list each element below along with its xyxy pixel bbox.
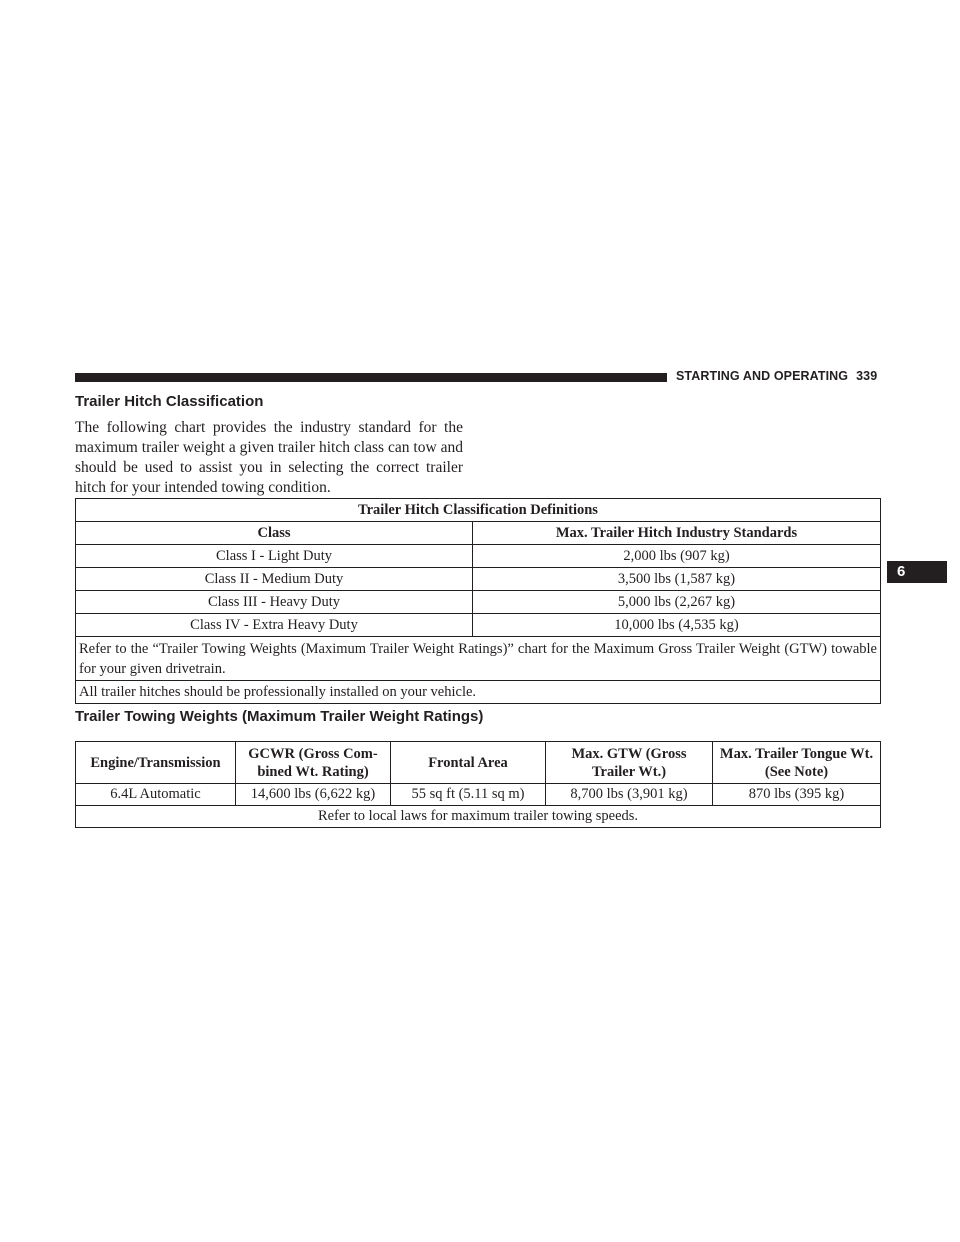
header-rule — [75, 373, 667, 382]
table-row — [76, 591, 881, 614]
table-cell: 2,000 lbs (907 kg) — [473, 545, 881, 568]
table-cell: 14,600 lbs (6,622 kg) — [236, 784, 391, 806]
table-cell: Class IV - Extra Heavy Duty — [76, 614, 473, 637]
table-cell: 8,700 lbs (3,901 kg) — [546, 784, 713, 806]
section-heading-hitch-classification: Trailer Hitch Classification — [75, 393, 264, 410]
page-number: 339 — [856, 369, 878, 383]
column-header-tongue-weight: Max. Trailer Tongue Wt. (See Note) — [713, 742, 881, 784]
chapter-tab[interactable]: 6 — [887, 561, 947, 583]
towing-weights-table — [75, 741, 881, 828]
table-note-speed: Refer to local laws for maximum trailer towing speeds. — [76, 806, 881, 828]
table-cell: Class II - Medium Duty — [76, 568, 473, 591]
column-header-class: Class — [76, 522, 473, 545]
column-header-engine: Engine/Transmission — [76, 742, 236, 784]
section-title: STARTING AND OPERATING — [676, 369, 849, 383]
hitch-table-title: Trailer Hitch Classification Definitions — [76, 499, 881, 522]
table-note-installation: All trailer hitches should be professionally installed on your vehicle. — [76, 681, 881, 704]
hitch-classification-table — [75, 498, 881, 704]
column-header-max-gtw: Max. GTW (Gross Trailer Wt.) — [546, 742, 713, 784]
column-header-gcwr: GCWR (Gross Com- bined Wt. Rating) — [236, 742, 391, 784]
table-cell: 5,000 lbs (2,267 kg) — [473, 591, 881, 614]
table-cell: Class III - Heavy Duty — [76, 591, 473, 614]
column-header-max-standards: Max. Trailer Hitch Industry Standards — [473, 522, 881, 545]
table-row — [76, 614, 881, 637]
table-cell: 55 sq ft (5.11 sq m) — [391, 784, 546, 806]
table-cell: Class I - Light Duty — [76, 545, 473, 568]
section-heading-towing-weights: Trailer Towing Weights (Maximum Trailer Weight Ratings) — [75, 708, 484, 725]
table-row — [76, 568, 881, 591]
table-cell: 6.4L Automatic — [76, 784, 236, 806]
intro-paragraph: The following chart provides the industry standard for the maximum trailer weight a given trailer hitch class can tow and should be used to assist you in selecting the correct trailer hitch for your intended towing condition. — [75, 419, 463, 496]
table-cell: 10,000 lbs (4,535 kg) — [473, 614, 881, 637]
table-row — [76, 784, 881, 806]
table-note-gtw-reference: Refer to the “Trailer Towing Weights (Maximum Trailer Weight Ratings)” chart for the Maximum Gross Trailer Weight (GTW) towable for your given drivetrain. — [76, 637, 881, 681]
table-cell: 3,500 lbs (1,587 kg) — [473, 568, 881, 591]
column-header-frontal-area: Frontal Area — [391, 742, 546, 784]
table-row — [76, 545, 881, 568]
running-header — [676, 369, 877, 383]
table-cell: 870 lbs (395 kg) — [713, 784, 881, 806]
